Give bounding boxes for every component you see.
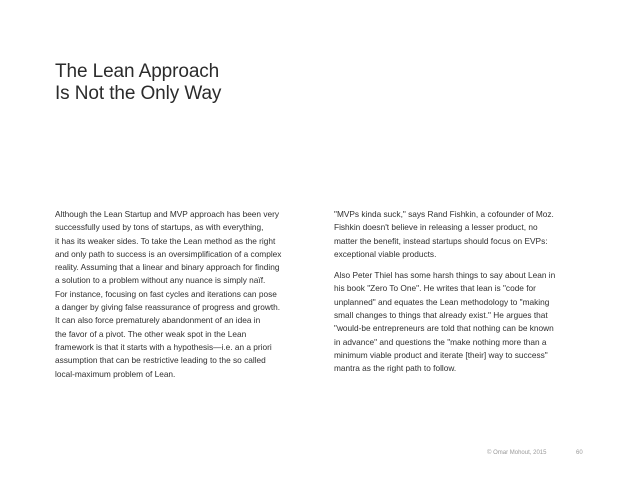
text-line: For instance, focusing on fast cycles and iterations can pose (55, 288, 277, 299)
right-paragraph-2 (334, 269, 592, 375)
text-line: Also Peter Thiel has some harsh things to say about Lean in (334, 270, 556, 281)
left-column (55, 208, 313, 381)
text-line: a danger by giving false reassurance of progress and growth. (55, 302, 281, 313)
text-line: small changes to things that already exist." He argues that (334, 310, 548, 321)
left-paragraph (55, 208, 313, 381)
text-line: unplanned" and equates the Lean methodology to "making (334, 296, 550, 307)
text-line: the favor of a pivot. The other weak spot in the Lean (55, 328, 247, 339)
text-line: matter the benefit, instead startups should focus on EVPs: (334, 235, 548, 246)
text-line: a solution to a problem without any nuance is simply naïf. (55, 275, 266, 286)
text-line: assumption that can be restrictive leading to the so called (55, 355, 266, 366)
text-line: successfully used by tons of startups, as with everything, (55, 222, 264, 233)
text-line: minimum viable product and iterate [their] way to success" (334, 349, 548, 360)
footer-copyright: © Omar Mohout, 2015 (487, 450, 547, 456)
slide-title (55, 61, 355, 105)
text-line: framework is that it starts with a hypothesis—i.e. an a priori (55, 341, 272, 352)
text-line: exceptional viable products. (334, 248, 437, 259)
text-line: local-maximum problem of Lean. (55, 368, 176, 379)
text-line: it has its weaker sides. To take the Lean method as the right (55, 235, 276, 246)
text-line: and only path to success is an oversimplification of a complex (55, 248, 282, 259)
text-line: "would-be entrepreneurs are told that nothing can be known (334, 323, 554, 334)
text-line: It can also force prematurely abandonment of an idea in (55, 315, 261, 326)
right-column (334, 208, 592, 376)
text-line: Although the Lean Startup and MVP approach has been very (55, 209, 280, 219)
right-paragraph-1 (334, 208, 592, 261)
page-number: 60 (576, 450, 583, 456)
text-line: reality. Assuming that a linear and binary approach for finding (55, 262, 280, 273)
text-line: in advance" and questions the "make nothing more than a (334, 336, 547, 347)
text-line: mantra as the right path to follow. (334, 363, 457, 374)
text-line: Fishkin doesn't believe in releasing a lesser product, no (334, 222, 538, 233)
text-line: "MVPs kinda suck," says Rand Fishkin, a cofounder of Moz. (334, 209, 554, 219)
title-line-2: Is Not the Only Way (55, 83, 222, 104)
text-line: his book "Zero To One". He writes that lean is "code for (334, 283, 536, 294)
title-line-1: The Lean Approach (55, 61, 220, 82)
